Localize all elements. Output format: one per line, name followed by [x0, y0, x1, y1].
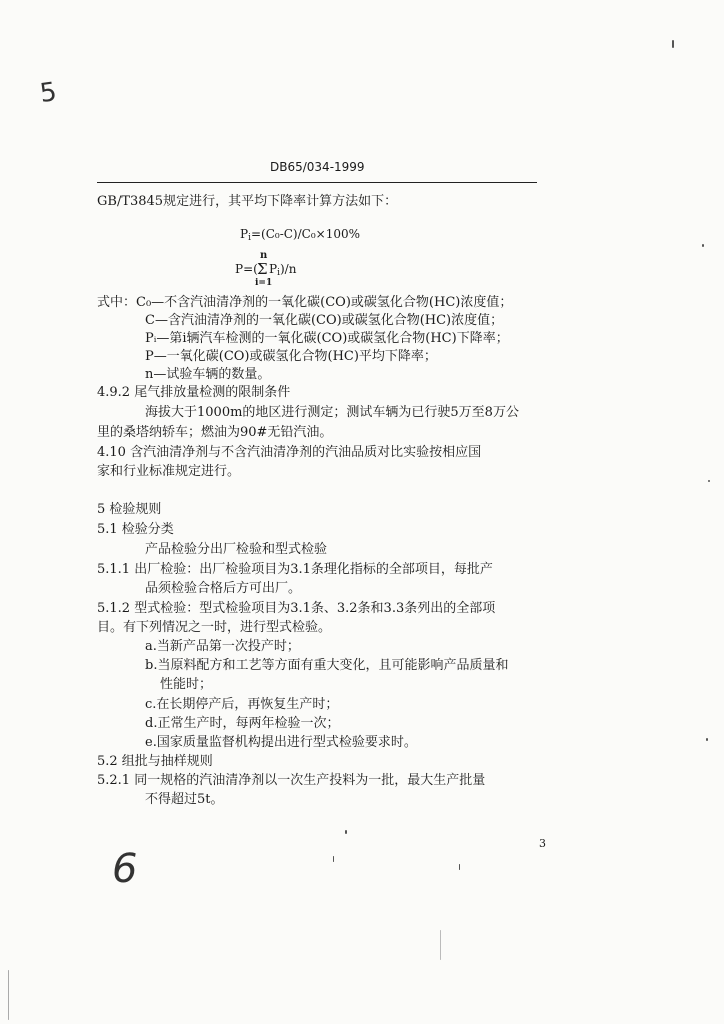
section-4-10-line2: 家和行业标准规定进行。	[97, 464, 241, 479]
section-5-1-text: 产品检验分出厂检验和型式检验	[145, 542, 328, 557]
section-5-2-heading: 5.2 组批与抽样规则	[97, 754, 213, 769]
section-4-9-2-line1: 海拔大于1000m的地区进行测定；测试车辆为已行驶5万至8万公	[145, 405, 519, 420]
definition-p: P—一氧化碳(CO)或碳氢化合物(HC)平均下降率；	[145, 349, 437, 364]
list-item-e: e.国家质量监督机构提出进行型式检验要求时。	[145, 735, 417, 750]
scan-speck	[702, 244, 704, 247]
scan-speck	[708, 480, 710, 482]
formula-p-tail: )/n	[279, 262, 297, 276]
list-item-b-cont: 性能时；	[160, 677, 213, 692]
definition-pi: Pᵢ—第i辆汽车检测的一氧化碳(CO)或碳氢化合物(HC)下降率；	[145, 331, 509, 346]
formula-p-left: P=(	[235, 262, 258, 276]
scan-speck	[706, 738, 708, 741]
section-4-10-line1: 4.10 含汽油清净剂与不含汽油清净剂的汽油品质对比实验按相应国	[97, 445, 482, 460]
scan-speck	[440, 930, 441, 960]
list-item-b: b.当原料配方和工艺等方面有重大变化，且可能影响产品质量和	[145, 658, 509, 673]
scan-speck	[459, 864, 460, 870]
formula-pi-sub: i	[248, 233, 251, 243]
section-5-1-1-line2: 品须检验合格后方可出厂。	[145, 581, 302, 596]
formula-pi-right: =(C₀-C)/C₀×100%	[250, 227, 361, 241]
list-item-a: a.当新产品第一次投产时；	[145, 639, 300, 654]
definition-c0: 式中：C₀—不含汽油清净剂的一氧化碳(CO)或碳氢化合物(HC)浓度值；	[97, 295, 513, 310]
document-code: DB65/034-1999	[270, 160, 365, 174]
section-5-2-1-line1: 5.2.1 同一规格的汽油清净剂以一次生产投料为一批，最大生产批量	[97, 773, 486, 788]
formula-pi	[240, 225, 360, 247]
formula-sigma: Σ	[257, 260, 268, 278]
section-5-2-1-line2: 不得超过5t。	[145, 792, 224, 807]
section-4-9-2-heading: 4.9.2 尾气排放量检测的限制条件	[97, 385, 291, 400]
formula-p-right-sub: i	[277, 268, 280, 278]
list-item-d: d.正常生产时，每两年检验一次；	[145, 716, 340, 731]
formula-sigma-bottom: i=1	[255, 278, 273, 288]
section-5-1-1-line1: 5.1.1 出厂检验：出厂检验项目为3.1条理化指标的全部项目，每批产	[97, 562, 493, 577]
section-5-1-2-line1: 5.1.2 型式检验：型式检验项目为3.1条、3.2条和3.3条列出的全部项	[97, 601, 496, 616]
formula-p	[235, 252, 355, 296]
header-rule	[97, 182, 537, 183]
list-item-c: c.在长期停产后，再恢复生产时；	[145, 697, 339, 712]
scan-speck	[333, 856, 334, 862]
intro-line: GB/T3845规定进行，其平均下降率计算方法如下：	[97, 194, 398, 209]
scan-speck	[8, 970, 9, 1020]
scan-speck	[672, 40, 674, 48]
section-5-heading: 5 检验规则	[97, 502, 162, 517]
section-4-9-2-line2: 里的桑塔纳轿车；燃油为90#无铅汽油。	[97, 425, 333, 440]
formula-p-right	[269, 262, 296, 278]
formula-p-right-main: P	[269, 262, 278, 276]
scan-speck	[345, 830, 347, 834]
definition-c: C—含汽油清净剂的一氧化碳(CO)或碳氢化合物(HC)浓度值；	[145, 313, 504, 328]
section-5-1-heading: 5.1 检验分类	[97, 522, 174, 537]
formula-pi-left: P	[240, 227, 249, 241]
page-number: 3	[539, 837, 546, 850]
handwritten-mark-top: 5	[37, 76, 59, 110]
formula-sigma-top: n	[260, 250, 268, 261]
definition-n: n—试验车辆的数量。	[145, 367, 271, 382]
handwritten-mark-bottom: 6	[112, 846, 138, 892]
section-5-1-2-line2: 目。有下列情况之一时，进行型式检验。	[97, 620, 332, 635]
